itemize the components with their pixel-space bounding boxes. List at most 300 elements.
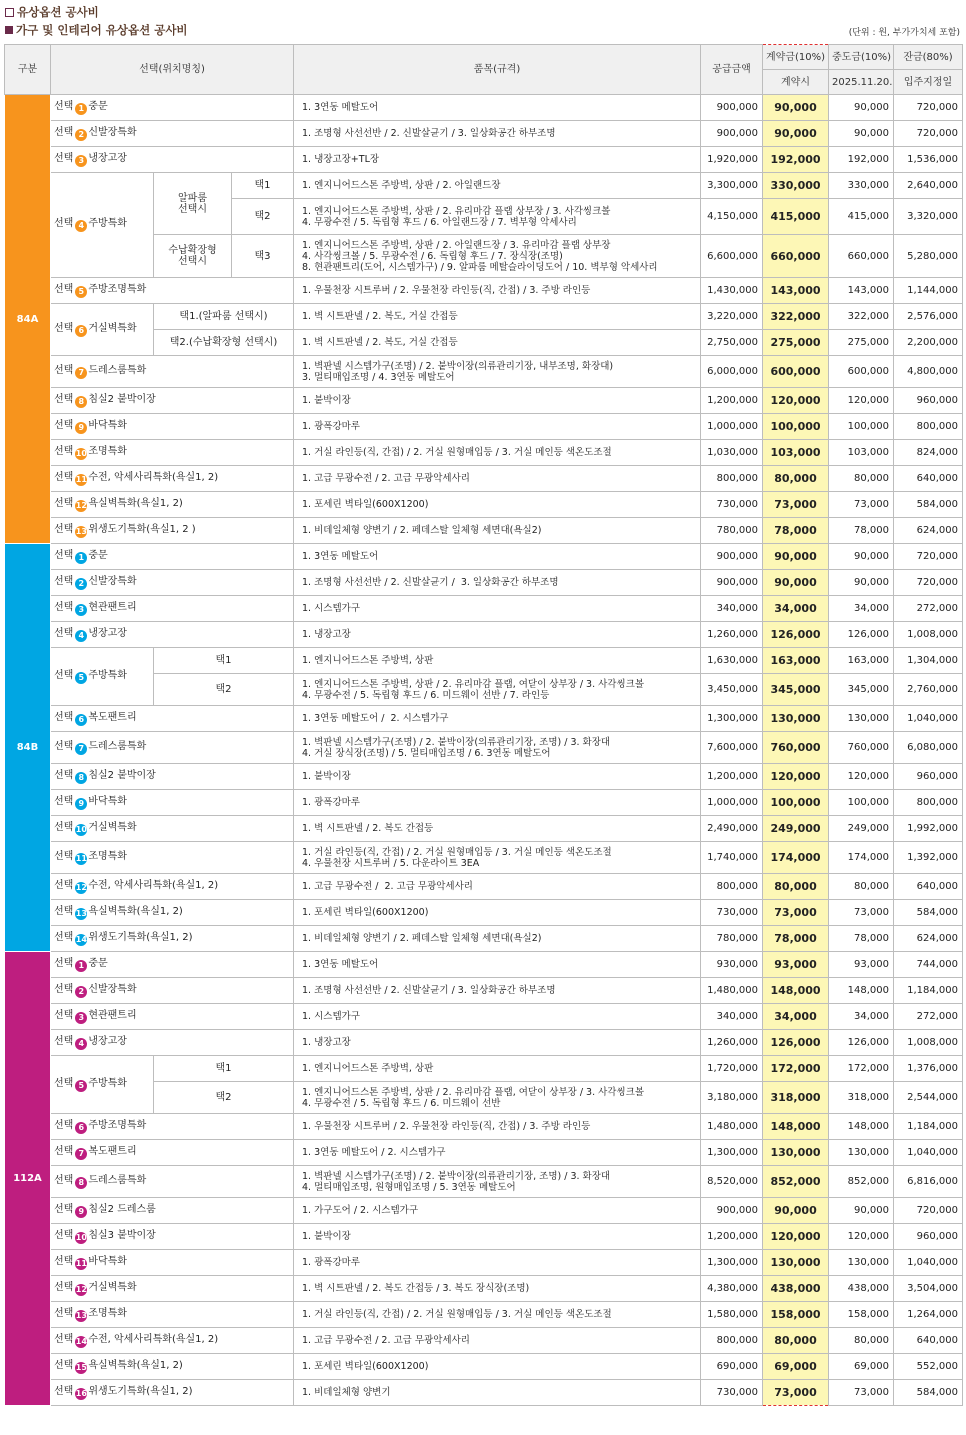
middle-payment-amount: 93,000: [829, 952, 894, 978]
deposit-amount: 852,000: [763, 1166, 829, 1198]
option-number-badge: 3: [75, 1012, 87, 1024]
selection-prefix: 선택: [54, 1035, 74, 1047]
table-row: [5, 874, 963, 900]
item-spec: 1. 붙박이장: [294, 388, 701, 414]
option-number-badge: 10: [75, 448, 87, 458]
middle-payment-amount: 103,000: [829, 440, 894, 466]
item-spec: 1. 포세린 벽타일(600X1200): [294, 900, 701, 926]
selection-prefix: 선택: [54, 1359, 74, 1371]
selection-label: 복도팬트리: [88, 711, 137, 723]
supply-amount: 900,000: [701, 544, 763, 570]
table-row: [5, 1380, 963, 1406]
middle-payment-amount: 100,000: [829, 790, 894, 816]
item-spec: 1. 비데일체형 양변기 / 2. 페데스탈 일체형 세면대(욕실2): [294, 926, 701, 952]
middle-payment-amount: 73,000: [829, 1380, 894, 1406]
option-number-badge: 1: [75, 960, 87, 972]
item-spec: 1. 냉장고장: [294, 622, 701, 648]
option-number-badge: 6: [75, 1122, 87, 1134]
item-spec: 1. 광폭강마루: [294, 790, 701, 816]
deposit-amount: 330,000: [763, 173, 829, 199]
header-balance: 잔금(80%): [894, 45, 963, 70]
item-spec: 1. 비데일체형 양변기 / 2. 페데스탈 일체형 세면대(욕실2): [294, 518, 701, 544]
item-spec: 1. 우물천장 시트루버 / 2. 우물천장 라인등(직, 간접) / 3. 주방 라인등: [294, 1114, 701, 1140]
table-row: [5, 732, 963, 764]
middle-payment-amount: 600,000: [829, 356, 894, 388]
selection-cell: [51, 842, 294, 874]
supply-amount: 1,720,000: [701, 1056, 763, 1082]
balance-amount: 960,000: [894, 1224, 963, 1250]
type-label: 84B: [5, 544, 51, 952]
supply-amount: 1,580,000: [701, 1302, 763, 1328]
option-number-badge: 10: [75, 1232, 87, 1242]
deposit-amount: 148,000: [763, 1114, 829, 1140]
selection-prefix: 선택: [54, 795, 74, 807]
table-row: [5, 173, 963, 199]
square-outline-icon: [5, 8, 14, 17]
supply-amount: 1,300,000: [701, 706, 763, 732]
balance-amount: 5,280,000: [894, 235, 963, 278]
item-spec: 1. 시스템가구: [294, 596, 701, 622]
supply-amount: 1,200,000: [701, 764, 763, 790]
selection-prefix: 선택: [54, 471, 74, 483]
supply-amount: 900,000: [701, 95, 763, 121]
selection-label: 조명특화: [88, 1307, 127, 1319]
option-number-badge: 8: [75, 772, 87, 784]
deposit-amount: 318,000: [763, 1082, 829, 1114]
item-spec: 1. 고급 무광수전 / 2. 고급 무광악세사리: [294, 466, 701, 492]
middle-payment-amount: 163,000: [829, 648, 894, 674]
table-row: [5, 414, 963, 440]
item-spec: 1. 엔지니어드스톤 주방벽, 상판 / 2. 유리마감 플랩, 여닫이 상부장 / 3. 사각씽크볼 4. 무광수전 / 5. 독립형 후드 / 6. 미드웨이 선반: [294, 1082, 701, 1114]
middle-payment-amount: 90,000: [829, 544, 894, 570]
deposit-amount: 760,000: [763, 732, 829, 764]
supply-amount: 1,200,000: [701, 1224, 763, 1250]
selection-cell: [51, 706, 294, 732]
deposit-amount: 90,000: [763, 570, 829, 596]
selection-prefix: 선택: [54, 1281, 74, 1293]
supply-amount: 690,000: [701, 1354, 763, 1380]
option-number-badge: 11: [75, 474, 87, 484]
deposit-amount: 90,000: [763, 95, 829, 121]
balance-amount: 6,080,000: [894, 732, 963, 764]
middle-payment-amount: 852,000: [829, 1166, 894, 1198]
middle-payment-amount: 34,000: [829, 596, 894, 622]
selection-prefix: 선택: [54, 1174, 74, 1186]
header-deposit-sub: 계약시: [763, 70, 829, 95]
option-number-badge: 7: [75, 743, 87, 755]
table-row: [5, 1030, 963, 1056]
selection-label: 주방조명특화: [88, 1119, 147, 1131]
selection-cell: [51, 518, 294, 544]
option-number-badge: 12: [75, 882, 87, 892]
supply-amount: 3,220,000: [701, 304, 763, 330]
selection-label: 위생도기특화(욕실1, 2 ): [88, 523, 196, 535]
selection-cell: [51, 570, 294, 596]
deposit-amount: 130,000: [763, 706, 829, 732]
deposit-amount: 249,000: [763, 816, 829, 842]
table-row: [5, 952, 963, 978]
selection-cell: [51, 304, 154, 356]
selection-cell: [51, 1030, 294, 1056]
middle-payment-amount: 126,000: [829, 1030, 894, 1056]
supply-amount: 930,000: [701, 952, 763, 978]
balance-amount: 744,000: [894, 952, 963, 978]
middle-payment-amount: 130,000: [829, 706, 894, 732]
selection-cell: [51, 1114, 294, 1140]
deposit-amount: 103,000: [763, 440, 829, 466]
option-number-badge: 6: [75, 714, 87, 726]
supply-amount: 800,000: [701, 874, 763, 900]
selection-label: 신발장특화: [88, 983, 137, 995]
balance-amount: 2,576,000: [894, 304, 963, 330]
balance-amount: 3,504,000: [894, 1276, 963, 1302]
table-row: [5, 1276, 963, 1302]
balance-amount: 720,000: [894, 121, 963, 147]
selection-cell: [51, 1140, 294, 1166]
item-spec: 1. 붙박이장: [294, 764, 701, 790]
balance-amount: 1,144,000: [894, 278, 963, 304]
middle-payment-amount: 438,000: [829, 1276, 894, 1302]
middle-payment-amount: 174,000: [829, 842, 894, 874]
middle-payment-amount: 143,000: [829, 278, 894, 304]
balance-amount: 1,376,000: [894, 1056, 963, 1082]
table-row: [5, 1302, 963, 1328]
table-row: [5, 1004, 963, 1030]
selection-cell: [51, 147, 294, 173]
selection-cell: [51, 1380, 294, 1406]
selection-cell: [51, 1302, 294, 1328]
option-number-badge: 3: [75, 155, 87, 167]
option-number-badge: 10: [75, 824, 87, 834]
middle-payment-amount: 80,000: [829, 466, 894, 492]
middle-payment-amount: 330,000: [829, 173, 894, 199]
item-spec: 1. 엔지니어드스톤 주방벽, 상판: [294, 1056, 701, 1082]
selection-label: 현관팬트리: [88, 601, 137, 613]
middle-payment-amount: 130,000: [829, 1140, 894, 1166]
selection-label: 침실3 붙박이장: [88, 1229, 156, 1241]
selection-label: 주방조명특화: [88, 283, 147, 295]
option-number-badge: 8: [75, 1177, 87, 1189]
table-row: [5, 816, 963, 842]
supply-amount: 1,920,000: [701, 147, 763, 173]
deposit-amount: 120,000: [763, 764, 829, 790]
selection-label: 중문: [88, 100, 108, 112]
selection-prefix: 선택: [54, 126, 74, 138]
supply-amount: 730,000: [701, 492, 763, 518]
type-label: 112A: [5, 952, 51, 1406]
item-spec: 1. 조명형 사선선반 / 2. 신발살균기 / 3. 일상화공간 하부조명: [294, 978, 701, 1004]
selection-label: 주방특화: [88, 218, 127, 229]
deposit-amount: 100,000: [763, 414, 829, 440]
supply-amount: 900,000: [701, 570, 763, 596]
balance-amount: 3,320,000: [894, 199, 963, 235]
selection-prefix: 선택: [54, 1385, 74, 1397]
selection-prefix: 선택: [54, 740, 74, 752]
item-spec: 1. 거실 라인등(직, 간접) / 2. 거실 원형매입등 / 3. 거실 메인등 색온도조절: [294, 1302, 701, 1328]
balance-amount: 1,392,000: [894, 842, 963, 874]
deposit-amount: 100,000: [763, 790, 829, 816]
option-number-badge: 4: [75, 1038, 87, 1050]
item-spec: 1. 붙박이장: [294, 1224, 701, 1250]
selection-label: 바닥특화: [88, 419, 127, 431]
deposit-amount: 90,000: [763, 1198, 829, 1224]
item-spec: 1. 3연동 메탈도어: [294, 952, 701, 978]
deposit-amount: 172,000: [763, 1056, 829, 1082]
item-spec: 1. 벽 시트판넬 / 2. 복도, 거실 간접등: [294, 304, 701, 330]
middle-payment-amount: 275,000: [829, 330, 894, 356]
middle-payment-amount: 322,000: [829, 304, 894, 330]
middle-payment-amount: 90,000: [829, 95, 894, 121]
option-choice: 택1: [232, 173, 294, 199]
deposit-amount: 600,000: [763, 356, 829, 388]
balance-amount: 584,000: [894, 900, 963, 926]
item-spec: 1. 우물천장 시트루버 / 2. 우물천장 라인등(직, 간접) / 3. 주방 라인등: [294, 278, 701, 304]
selection-cell: [51, 173, 154, 278]
selection-label: 주방특화: [88, 1077, 127, 1089]
selection-label: 신발장특화: [88, 575, 137, 587]
item-spec: 1. 가구도어 / 2. 시스템가구: [294, 1198, 701, 1224]
deposit-amount: 80,000: [763, 874, 829, 900]
selection-cell: [51, 978, 294, 1004]
supply-amount: 1,300,000: [701, 1250, 763, 1276]
selection-cell: [51, 1056, 154, 1114]
option-number-badge: 13: [75, 526, 87, 536]
deposit-amount: 34,000: [763, 596, 829, 622]
table-row: [5, 278, 963, 304]
supply-amount: 730,000: [701, 900, 763, 926]
item-spec: 1. 벽 시트판넬 / 2. 복도, 거실 간접등: [294, 330, 701, 356]
balance-amount: 824,000: [894, 440, 963, 466]
middle-payment-amount: 78,000: [829, 926, 894, 952]
selection-cell: [51, 388, 294, 414]
balance-amount: 1,304,000: [894, 648, 963, 674]
item-spec: 1. 엔지니어드스톤 주방벽, 상판: [294, 648, 701, 674]
option-number-badge: 15: [75, 1362, 87, 1372]
table-row: [5, 95, 963, 121]
balance-amount: 2,760,000: [894, 674, 963, 706]
deposit-amount: 438,000: [763, 1276, 829, 1302]
supply-amount: 1,000,000: [701, 790, 763, 816]
selection-cell: [51, 1166, 294, 1198]
balance-amount: 960,000: [894, 388, 963, 414]
middle-payment-amount: 318,000: [829, 1082, 894, 1114]
selection-label: 거실벽특화: [88, 1281, 137, 1293]
selection-label: 거실벽특화: [88, 821, 137, 833]
selection-prefix: 선택: [54, 523, 74, 535]
table-row: [5, 440, 963, 466]
option-number-badge: 13: [75, 1310, 87, 1320]
header-middle: 중도금(10%): [829, 45, 894, 70]
selection-prefix: 선택: [54, 100, 74, 112]
selection-cell: [51, 622, 294, 648]
selection-prefix: 선택: [54, 1229, 74, 1241]
selection-label: 중문: [88, 549, 108, 561]
selection-label: 침실2 붙박이장: [88, 769, 156, 781]
selection-label: 드레스룸특화: [88, 364, 147, 376]
supply-amount: 1,300,000: [701, 1140, 763, 1166]
table-row: [5, 1250, 963, 1276]
table-title-text: 가구 및 인테리어 유상옵션 공사비: [16, 23, 188, 37]
item-spec: 1. 벽 시트판넬 / 2. 복도 간접등 / 3. 복도 장식장(조명): [294, 1276, 701, 1302]
table-row: [5, 790, 963, 816]
type-label: 84A: [5, 95, 51, 544]
supply-amount: 1,260,000: [701, 1030, 763, 1056]
supply-amount: 3,450,000: [701, 674, 763, 706]
selection-label: 바닥특화: [88, 1255, 127, 1267]
supply-amount: 800,000: [701, 1328, 763, 1354]
selection-cell: [51, 648, 154, 706]
selection-label: 침실2 드레스룸: [88, 1203, 156, 1215]
item-spec: 1. 포세린 벽타일(600X1200): [294, 1354, 701, 1380]
table-row: [5, 121, 963, 147]
selection-prefix: 선택: [54, 322, 74, 334]
middle-payment-amount: 345,000: [829, 674, 894, 706]
supply-amount: 1,030,000: [701, 440, 763, 466]
supply-amount: 340,000: [701, 596, 763, 622]
middle-payment-amount: 100,000: [829, 414, 894, 440]
supply-amount: 1,630,000: [701, 648, 763, 674]
deposit-amount: 345,000: [763, 674, 829, 706]
square-filled-icon: [5, 26, 13, 34]
item-spec: 1. 벽판넬 시스템가구(조명) / 2. 붙박이장(의류관리기장, 조명) / 3. 화장대 4. 거실 장식장(조명) / 5. 멀티매입조명 / 6. 3연동 메탈도어: [294, 732, 701, 764]
selection-prefix: 선택: [54, 1203, 74, 1215]
deposit-amount: 80,000: [763, 1328, 829, 1354]
selection-cell: [51, 1354, 294, 1380]
selection-cell: [51, 732, 294, 764]
deposit-amount: 126,000: [763, 1030, 829, 1056]
table-row: [5, 466, 963, 492]
balance-amount: 640,000: [894, 874, 963, 900]
selection-label: 현관팬트리: [88, 1009, 137, 1021]
item-spec: 1. 시스템가구: [294, 1004, 701, 1030]
header-deposit: 계약금(10%): [763, 45, 829, 70]
item-spec: 1. 광폭강마루: [294, 1250, 701, 1276]
item-spec: 1. 고급 무광수전 / 2. 고급 무광악세사리: [294, 1328, 701, 1354]
middle-payment-amount: 90,000: [829, 570, 894, 596]
table-row: [5, 622, 963, 648]
table-row: [5, 1354, 963, 1380]
table-row: [5, 147, 963, 173]
deposit-amount: 163,000: [763, 648, 829, 674]
option-number-badge: 5: [75, 286, 87, 298]
selection-prefix: 선택: [54, 1077, 74, 1089]
supply-amount: 340,000: [701, 1004, 763, 1030]
selection-prefix: 선택: [54, 445, 74, 457]
supply-amount: 900,000: [701, 121, 763, 147]
deposit-amount: 73,000: [763, 900, 829, 926]
selection-cell: [51, 1198, 294, 1224]
middle-payment-amount: 130,000: [829, 1250, 894, 1276]
price-table: [4, 44, 963, 1406]
table-row: [5, 764, 963, 790]
supply-amount: 4,150,000: [701, 199, 763, 235]
deposit-amount: 78,000: [763, 518, 829, 544]
supply-amount: 7,600,000: [701, 732, 763, 764]
balance-amount: 960,000: [894, 764, 963, 790]
deposit-amount: 415,000: [763, 199, 829, 235]
balance-amount: 800,000: [894, 790, 963, 816]
selection-label: 수전, 악세사리특화(욕실1, 2): [88, 471, 219, 483]
table-row: [5, 1140, 963, 1166]
item-spec: 1. 냉장고장+TL장: [294, 147, 701, 173]
option-choice: 택1: [154, 1056, 294, 1082]
selection-cell: [51, 874, 294, 900]
item-spec: 1. 3연동 메탈도어 / 2. 시스템가구: [294, 1140, 701, 1166]
selection-label: 욕실벽특화(욕실1, 2): [88, 1359, 183, 1371]
option-choice: 택1: [154, 648, 294, 674]
section-title-text: 유상옵션 공사비: [17, 5, 99, 19]
option-number-badge: 12: [75, 500, 87, 510]
supply-amount: 3,180,000: [701, 1082, 763, 1114]
selection-prefix: 선택: [54, 152, 74, 164]
balance-amount: 1,008,000: [894, 1030, 963, 1056]
middle-payment-amount: 80,000: [829, 874, 894, 900]
table-row: [5, 492, 963, 518]
middle-payment-amount: 90,000: [829, 1198, 894, 1224]
item-spec: 1. 포세린 벽타일(600X1200): [294, 492, 701, 518]
deposit-amount: 90,000: [763, 121, 829, 147]
middle-payment-amount: 90,000: [829, 121, 894, 147]
selection-cell: [51, 764, 294, 790]
option-choice: 택3: [232, 235, 294, 278]
selection-label: 수전, 악세사리특화(욕실1, 2): [88, 1333, 219, 1345]
table-row: [5, 356, 963, 388]
deposit-amount: 126,000: [763, 622, 829, 648]
selection-cell: [51, 544, 294, 570]
option-number-badge: 14: [75, 1336, 87, 1346]
selection-prefix: 선택: [54, 1255, 74, 1267]
table-title: [5, 22, 188, 38]
selection-cell: [51, 414, 294, 440]
table-row: [5, 1224, 963, 1250]
option-number-badge: 11: [75, 853, 87, 863]
option-number-badge: 16: [75, 1388, 87, 1398]
selection-cell: [51, 1224, 294, 1250]
unit-note: (단위 : 원, 부가가치세 포함): [848, 28, 960, 38]
middle-payment-amount: 78,000: [829, 518, 894, 544]
option-number-badge: 9: [75, 1206, 87, 1218]
middle-payment-amount: 148,000: [829, 1114, 894, 1140]
supply-amount: 780,000: [701, 518, 763, 544]
selection-cell: [51, 1004, 294, 1030]
balance-amount: 584,000: [894, 1380, 963, 1406]
selection-prefix: 선택: [54, 419, 74, 431]
option-number-badge: 7: [75, 367, 87, 379]
selection-label: 욕실벽특화(욕실1, 2): [88, 497, 183, 509]
selection-prefix: 선택: [54, 627, 74, 639]
middle-payment-amount: 120,000: [829, 1224, 894, 1250]
option-number-badge: 7: [75, 1148, 87, 1160]
balance-amount: 1,184,000: [894, 1114, 963, 1140]
option-number-badge: 1: [75, 103, 87, 115]
supply-amount: 1,200,000: [701, 388, 763, 414]
option-number-badge: 9: [75, 422, 87, 434]
table-row: [5, 570, 963, 596]
selection-prefix: 선택: [54, 905, 74, 917]
balance-amount: 720,000: [894, 570, 963, 596]
selection-label: 복도팬트리: [88, 1145, 137, 1157]
balance-amount: 1,264,000: [894, 1302, 963, 1328]
selection-label: 조명특화: [88, 445, 127, 457]
item-spec: 1. 엔지니어드스톤 주방벽, 상판 / 2. 유리마감 플랩 상부장 / 3. 사각씽크볼 4. 무광수전 / 5. 독립형 후드 / 6. 아일랜드장 / 7. 벽부형 악세사리: [294, 199, 701, 235]
balance-amount: 272,000: [894, 1004, 963, 1030]
option-number-badge: 2: [75, 578, 87, 590]
supply-amount: 900,000: [701, 1198, 763, 1224]
deposit-amount: 120,000: [763, 388, 829, 414]
selection-label: 신발장특화: [88, 126, 137, 138]
option-number-badge: 14: [75, 934, 87, 944]
deposit-amount: 78,000: [763, 926, 829, 952]
